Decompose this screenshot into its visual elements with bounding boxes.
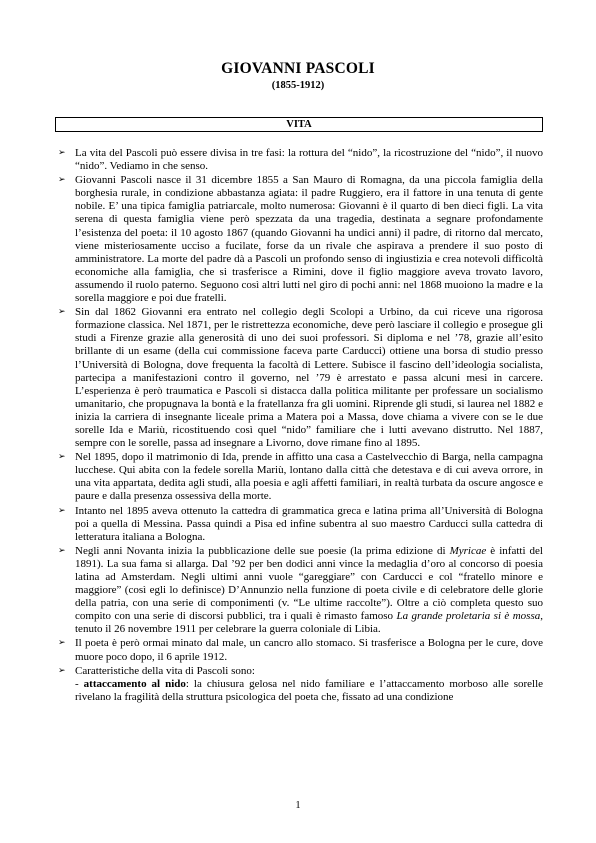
list-item [55, 451, 543, 503]
arrow-right-icon: ➢ [58, 545, 66, 556]
text-run: Caratteristiche della vita di Pascoli sono: [75, 664, 255, 677]
italic-text: La grande proletaria si è mossa [396, 610, 541, 623]
arrow-right-icon: ➢ [58, 505, 66, 516]
list-item [55, 665, 543, 704]
text-run: Intanto nel 1895 aveva ottenuto la cattedra di grammatica greca e latina prima all’Università di Bologna poi a quella di Messina. Passa quindi a Pisa ed infine subentra al suo maestro Carducci sulla cattedra di letteratura italiana a Bologna. [75, 504, 543, 543]
page-subtitle: (1855-1912) [271, 80, 325, 91]
section-heading: VITA [286, 119, 312, 130]
text-run: La vita del Pascoli può essere divisa in tre fasi: la rottura del “nido”, la ricostruzione del “nido”, il nuovo “nido”. Vediamo in che senso. [75, 147, 543, 173]
list-item [55, 545, 543, 637]
text-run: è infatti del 1891). La sua fama si allarga. Dal ’92 per ben dodici anni vince la medaglia d’oro al concorso di poesia latina ad Amsterdam. Negli ultimi anni vuole “gareggiare” con Carducci e col “fratello minore e maggiore” (così egli lo definisce) D’Annunzio nella funzione di poeta civile e di celebratore delle glorie della patria, con una serie di componimenti (v. “Le ultime raccolte”). Oltre a ciò completa questo suo compito con una serie di discorsi pubblici, tra i quali è rimasto famoso [75, 544, 543, 623]
italic-text: Myricae [449, 544, 487, 557]
arrow-right-icon: ➢ [58, 148, 66, 158]
section-heading-box [55, 117, 543, 132]
arrow-right-icon: ➢ [58, 665, 66, 676]
text-run: , tenuto il 26 novembre 1911 per celebrare la guerra coloniale di Libia. [75, 610, 543, 636]
list-item-text [75, 665, 543, 678]
list-item-text [75, 545, 543, 637]
list-item-text [75, 451, 543, 503]
text-run: - [75, 677, 84, 690]
list-item-text [75, 505, 543, 544]
page-title: GIOVANNI PASCOLI [221, 60, 375, 77]
bold-text: attaccamento al nido [83, 677, 186, 690]
text-run: : la chiusura gelosa nel nido familiare e l’attaccamento morboso alle sorelle rivelano la fragilità della struttura psicologica del poeta che, fissato ad una condizione [75, 677, 544, 703]
list-item [55, 505, 543, 544]
list-item [55, 306, 543, 450]
arrow-right-icon: ➢ [58, 638, 66, 649]
page-number: 1 [295, 800, 301, 811]
arrow-right-icon: ➢ [58, 452, 66, 463]
list-item-text [75, 147, 543, 173]
list-item-text [75, 637, 543, 663]
list-item [55, 174, 543, 305]
list-item-text [75, 306, 543, 450]
bullet-list [55, 147, 543, 705]
arrow-right-icon: ➢ [58, 175, 66, 186]
text-run: Il poeta è però ormai minato dal male, un cancro allo stomaco. Si trasferisce a Bologna per le cure, dove muore poco dopo, il 6 aprile 1912. [75, 637, 543, 663]
list-item-text [75, 174, 543, 305]
text-run: Sin dal 1862 Giovanni era entrato nel collegio degli Scolopi a Urbino, da cui riceve una rigorosa formazione classica. Nel 1871, per le ristrettezza economiche, deve però lasciare il collegio e prosegue gli studi a Firenze grazie alla generosità di uno dei suoi professori. Si diploma e nel ’78, grazie all’esito brillante di un esame (della cui commissione faceva parte Carducci) ottiene una borsa di studio presso l’Università di Bologna, dove frequenta la facoltà di Lettere. Subisce il fascino dell’ideologia socialista, partecipa a manifestazioni contro il governo, nel ’79 è arrestato e passa alcuni mesi in carcere. L’esperienza è però traumatica e Pascoli si distacca dalla politica militante per professare un socialismo umanitario, che propugnava la bontà e la fratellanza fra gli uomini. Riprende gli studi, si laurea nel 1882 e inizia la carriera di insegnante liceale prima a Matera poi a Massa, dove chiama a vivere con se le due sorelle Ida e Mariù, ricostituendo così quel “nido” familiare che i lutti avevano distrutto. Nel 1887, sempre con le sorelle, passa ad insegnare a Livorno, dove rimane fino al 1895. [75, 306, 543, 450]
text-run: Giovanni Pascoli nasce il 31 dicembre 1855 a San Mauro di Romagna, da una piccola famiglia della borghesia rurale, in condizione abbastanza agiata: il padre Ruggiero, era il fattore in una tenuta di gente nobile. E’ una tipica famiglia patriarcale, molto numerosa: Giovanni è il quarto di ben dieci figli. La vita serena di questa famiglia viene però spezzata da una tragedia, destinata a segnare profondamente l’esistenza del poeta: il 10 agosto 1867 (quando Giovanni ha undici anni) il padre, di ritorno dal mercato, viene misteriosamente ucciso a fucilate, forse da un rivale che aspirava a prendere il suo posto di amministratore. La morte del padre dà a Pascoli un profondo senso di ingiustizia e crea notevoli difficoltà economiche alla famiglia, che si trasferisce a Rimini, dove il figlio maggiore aveva trovato lavoro, assumendo il ruolo paterno. Seguono così altri lutti nel giro di pochi anni: nel 1868 muoiono la madre e la sorella maggiore e poi due fratelli. [75, 174, 543, 305]
text-run: Negli anni Novanta inizia la pubblicazione delle sue poesie (la prima edizione di [75, 544, 450, 557]
sub-item [75, 678, 543, 704]
list-item [55, 637, 543, 663]
arrow-right-icon: ➢ [58, 307, 66, 318]
text-run: Nel 1895, dopo il matrimonio di Ida, prende in affitto una casa a Castelvecchio di Barga, nella campagna lucchese. Qui abita con la fedele sorella Mariù, lontano dalla città che detestava e di cui aveva orrore, in una vita appartata, dedita agli studi, alla poesia e agli affetti familiari, in realtà turbata da oscure angosce e paure e dalla presenza ossessiva della morte. [75, 451, 543, 503]
list-item [55, 147, 543, 173]
